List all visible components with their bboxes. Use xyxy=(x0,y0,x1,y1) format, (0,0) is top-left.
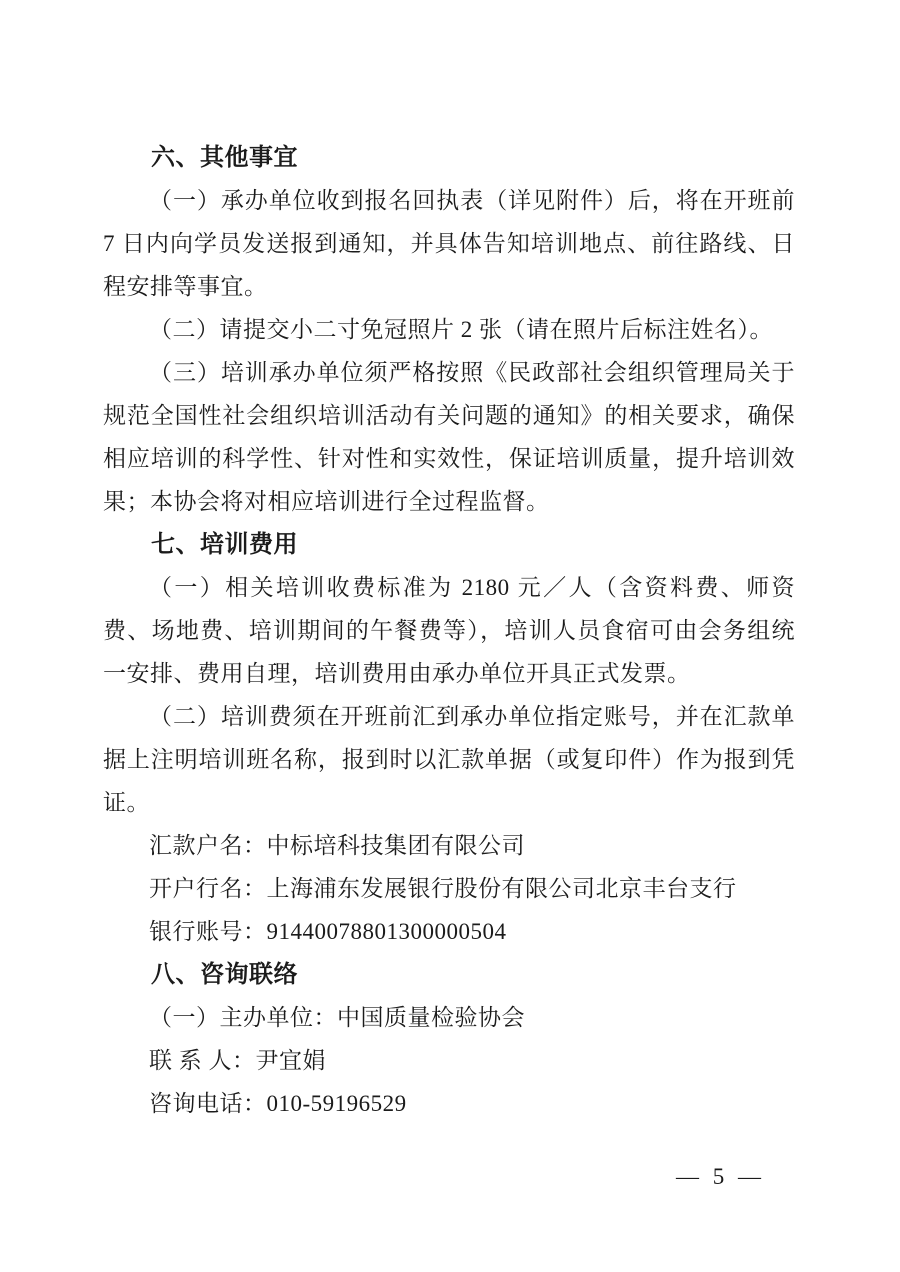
paragraph-fee-standard: （一）相关培训收费标准为 2180 元／人（含资料费、师资费、场地费、培训期间的午餐费等），培训人员食宿可由会务组统一安排、费用自理，培训费用由承办单位开具正式发票。 xyxy=(103,575,795,686)
document-content xyxy=(103,136,795,1125)
section-heading-other-matters: 六、其他事宜 xyxy=(151,144,298,171)
contact-person: 联 系 人：尹宜娟 xyxy=(149,1048,326,1073)
paragraph-training-regulation: （三）培训承办单位须严格按照《民政部社会组织管理局关于规范全国性社会组织培训活动有关问题的通知》的相关要求，确保相应培训的科学性、针对性和实效性，保证培训质量，提升培训效果；本协会将对相应培训进行全过程监督。 xyxy=(103,360,795,514)
section-heading-contact: 八、咨询联络 xyxy=(151,961,298,988)
remittance-account-name: 汇款户名：中标培科技集团有限公司 xyxy=(149,833,525,858)
remittance-bank-name: 开户行名：上海浦东发展银行股份有限公司北京丰台支行 xyxy=(149,876,737,901)
contact-organizer: （一）主办单位：中国质量检验协会 xyxy=(149,1005,525,1030)
contact-phone: 咨询电话：010-59196529 xyxy=(149,1091,407,1116)
paragraph-photo-requirement: （二）请提交小二寸免冠照片 2 张（请在照片后标注姓名）。 xyxy=(149,317,773,342)
section-heading-training-fee: 七、培训费用 xyxy=(151,531,298,558)
page-number: — 5 — xyxy=(676,1164,765,1189)
paragraph-remittance-instruction: （二）培训费须在开班前汇到承办单位指定账号，并在汇款单据上注明培训班名称，报到时以汇款单据（或复印件）作为报到凭证。 xyxy=(103,704,795,815)
remittance-account-number: 银行账号：91440078801300000504 xyxy=(149,919,507,944)
paragraph-registration-notice: （一）承办单位收到报名回执表（详见附件）后，将在开班前 7 日内向学员发送报到通知，并具体告知培训地点、前往路线、日程安排等事宜。 xyxy=(103,188,795,299)
